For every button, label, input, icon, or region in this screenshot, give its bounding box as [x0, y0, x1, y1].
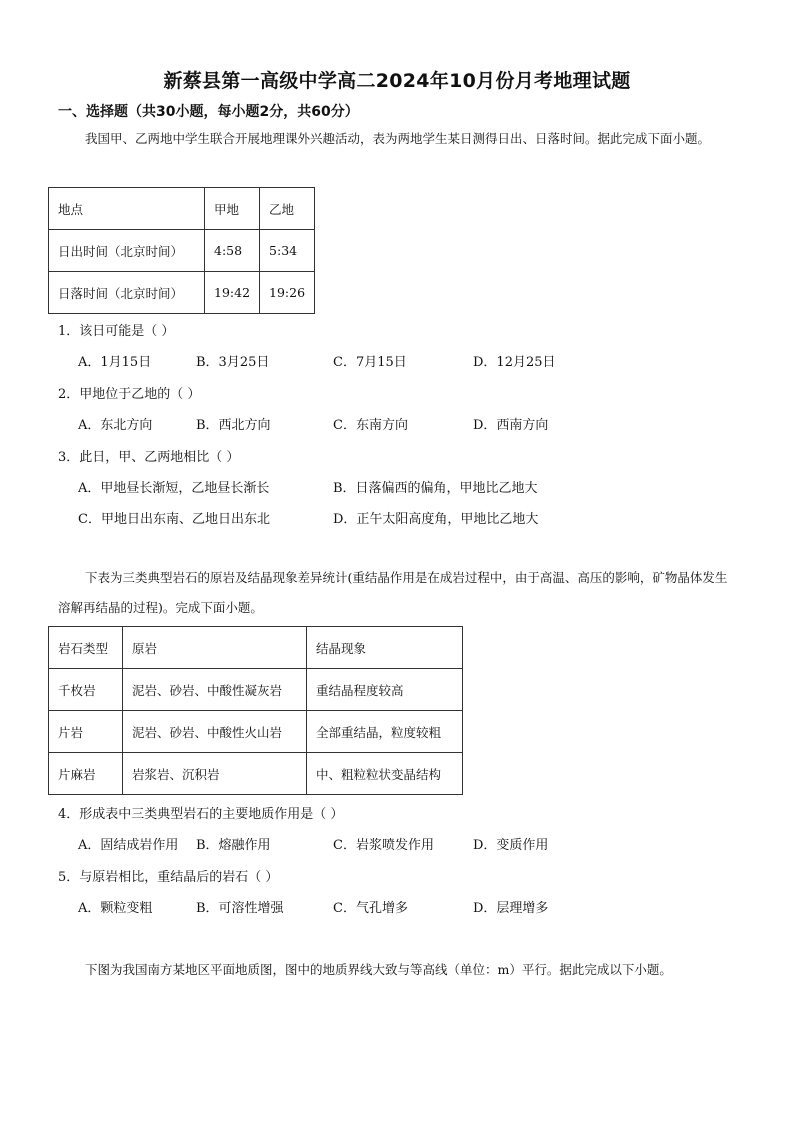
table-header-cell: 乙地	[260, 188, 315, 230]
question-5-option-d[interactable]: D．层理增多	[473, 901, 549, 916]
table-header-row	[49, 188, 315, 230]
section-heading: 一、选择题（共30小题，每小题2分，共60分）	[58, 104, 359, 120]
table-row	[49, 230, 315, 272]
question-2-option-d[interactable]: D．西南方向	[473, 418, 549, 433]
table-row	[49, 711, 463, 753]
table-header-cell: 岩石类型	[49, 627, 123, 669]
question-2-stem: 2．甲地位于乙地的（ ）	[58, 387, 201, 402]
question-4-option-a[interactable]: A．固结成岩作用	[78, 838, 179, 853]
group3-intro: 下图为我国南方某地区平面地质图，图中的地质界线大致与等高线（单位：m）平行。据此完成以下小题。	[85, 962, 672, 977]
table-cell: 5:34	[260, 230, 315, 272]
table-row	[49, 753, 463, 795]
table-cell: 19:26	[260, 272, 315, 314]
question-3-option-c[interactable]: C．甲地日出东南、乙地日出东北	[78, 512, 270, 527]
question-5-option-c[interactable]: C．气孔增多	[333, 901, 408, 916]
table-cell: 中、粗粒粒状变晶结构	[307, 753, 463, 795]
question-4-option-b[interactable]: B．熔融作用	[196, 838, 271, 853]
table-header-cell: 原岩	[123, 627, 307, 669]
table-header-cell: 甲地	[205, 188, 260, 230]
table-cell: 泥岩、砂岩、中酸性凝灰岩	[123, 669, 307, 711]
group2-intro: 下表为三类典型岩石的原岩及结晶现象差异统计(重结晶作用是在成岩过程中，由于高温、高压的影响，矿物晶体发生溶解再结晶的过程)。完成下面小题。	[58, 570, 728, 615]
question-3-option-b[interactable]: B．日落偏西的偏角，甲地比乙地大	[333, 481, 538, 496]
question-4-option-d[interactable]: D．变质作用	[473, 838, 549, 853]
table-cell: 重结晶程度较高	[307, 669, 463, 711]
question-5-option-b[interactable]: B．可溶性增强	[196, 901, 284, 916]
question-3-option-d[interactable]: D．正午太阳高度角，甲地比乙地大	[333, 512, 539, 527]
table-row	[49, 272, 315, 314]
question-2-option-c[interactable]: C．东南方向	[333, 418, 408, 433]
table-cell: 泥岩、砂岩、中酸性火山岩	[123, 711, 307, 753]
question-5-stem: 5．与原岩相比，重结晶后的岩石（ ）	[58, 870, 279, 885]
question-4-option-c[interactable]: C．岩浆喷发作用	[333, 838, 434, 853]
table-cell: 日出时间（北京时间）	[49, 230, 205, 272]
question-1-option-d[interactable]: D．12月25日	[473, 355, 556, 370]
question-3-option-a[interactable]: A．甲地昼长渐短，乙地昼长渐长	[78, 481, 270, 496]
question-4-stem: 4．形成表中三类典型岩石的主要地质作用是（ ）	[58, 807, 344, 822]
table-header-row	[49, 627, 463, 669]
table-cell: 片麻岩	[49, 753, 123, 795]
table-cell: 片岩	[49, 711, 123, 753]
table-cell: 19:42	[205, 272, 260, 314]
rock-type-table	[48, 626, 463, 795]
question-1-option-a[interactable]: A．1月15日	[78, 355, 152, 370]
table-header-cell: 地点	[49, 188, 205, 230]
question-2-option-a[interactable]: A．东北方向	[78, 418, 153, 433]
table-cell: 4:58	[205, 230, 260, 272]
question-2-option-b[interactable]: B．西北方向	[196, 418, 271, 433]
question-1-option-c[interactable]: C．7月15日	[333, 355, 407, 370]
question-3-stem: 3．此日，甲、乙两地相比（ ）	[58, 450, 240, 465]
question-5-option-a[interactable]: A．颗粒变粗	[78, 901, 153, 916]
table-row	[49, 669, 463, 711]
group1-intro: 我国甲、乙两地中学生联合开展地理课外兴趣活动，表为两地学生某日测得日出、日落时间。据此完成下面小题。	[85, 131, 711, 146]
table-cell: 千枚岩	[49, 669, 123, 711]
question-1-option-b[interactable]: B．3月25日	[196, 355, 270, 370]
table-header-cell: 结晶现象	[307, 627, 463, 669]
question-1-stem: 1．该日可能是（ ）	[58, 324, 175, 339]
table-cell: 全部重结晶，粒度较粗	[307, 711, 463, 753]
table-cell: 岩浆岩、沉积岩	[123, 753, 307, 795]
sunrise-sunset-table	[48, 187, 315, 314]
table-cell: 日落时间（北京时间）	[49, 272, 205, 314]
page-title: 新蔡县第一高级中学高二2024年10月份月考地理试题	[163, 70, 631, 92]
